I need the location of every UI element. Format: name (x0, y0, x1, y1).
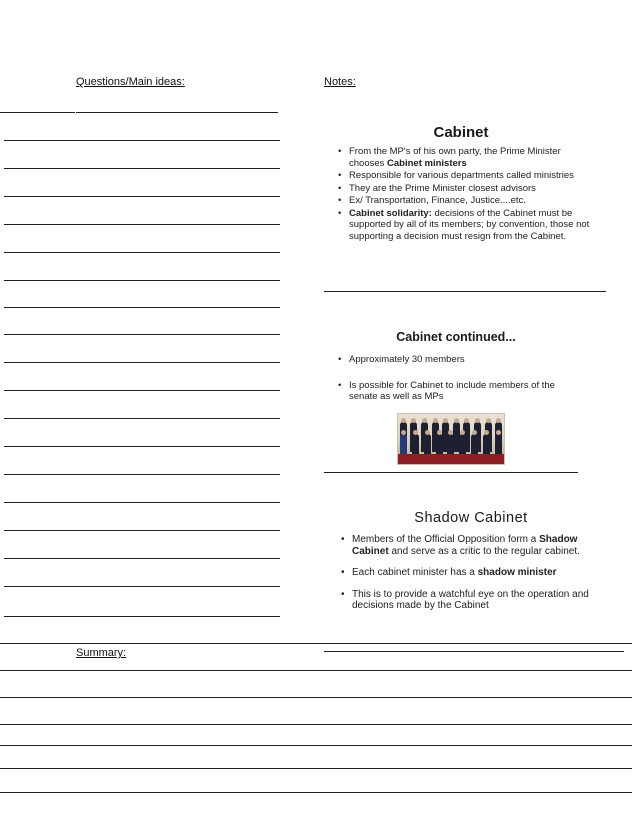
bullet-item: • Ex/ Transportation, Finance, Justice....etc. (337, 195, 592, 207)
summary-line[interactable] (0, 768, 632, 769)
question-line[interactable] (4, 558, 280, 559)
questions-label: Questions/Main ideas: (76, 76, 185, 88)
bullet-item: • Members of the Official Opposition form a Shadow Cabinet and serve as a critic to the regular cabinet. (340, 534, 602, 557)
question-line[interactable] (4, 252, 280, 253)
question-line[interactable] (4, 616, 280, 617)
summary-top-rule (0, 643, 632, 644)
question-line[interactable] (4, 446, 280, 447)
question-line[interactable] (4, 390, 280, 391)
cabinet-group-photo (397, 413, 505, 465)
question-line[interactable] (4, 168, 280, 169)
question-line[interactable] (4, 280, 280, 281)
question-line[interactable] (4, 224, 280, 225)
slide-title-cabinet: Cabinet (433, 124, 489, 141)
summary-line[interactable] (0, 724, 632, 725)
slide-title-shadow-cabinet: Shadow Cabinet (414, 510, 528, 526)
question-line[interactable] (4, 307, 280, 308)
bullet-item: • Cabinet solidarity: decisions of the Cabinet must be supported by all of its members; by convention, those not supporting a decision must resign from the Cabinet. (337, 208, 592, 243)
summary-line[interactable] (0, 792, 632, 793)
summary-line[interactable] (0, 670, 632, 671)
slide-bullets-shadow-cabinet (340, 534, 602, 613)
notes-divider (324, 291, 606, 292)
notes-divider (324, 472, 578, 473)
question-line[interactable] (4, 196, 280, 197)
bullet-item: • Each cabinet minister has a shadow minister (340, 567, 602, 579)
question-line[interactable] (4, 140, 280, 141)
bullet-item: • Responsible for various departments called ministries (337, 170, 592, 182)
summary-line[interactable] (0, 697, 632, 698)
bullet-item: • Approximately 30 members (337, 354, 567, 366)
slide-bullets-cabinet-continued (337, 354, 567, 404)
question-line[interactable] (4, 362, 280, 363)
question-line[interactable] (4, 586, 280, 587)
question-line[interactable] (4, 530, 280, 531)
question-line[interactable] (4, 334, 280, 335)
summary-line[interactable] (0, 745, 632, 746)
summary-label: Summary: (76, 647, 127, 659)
notes-label: Notes: (324, 76, 356, 88)
question-line[interactable] (4, 502, 280, 503)
bullet-item: • They are the Prime Minister closest advisors (337, 183, 592, 195)
question-line[interactable] (76, 112, 278, 113)
notes-divider (324, 651, 624, 652)
bullet-item: • This is to provide a watchful eye on the operation and decisions made by the Cabinet (340, 589, 602, 612)
question-line[interactable] (4, 418, 280, 419)
slide-title-cabinet-continued: Cabinet continued... (396, 330, 516, 344)
question-line[interactable] (0, 112, 75, 113)
bullet-item: • From the MP's of his own party, the Prime Minister chooses Cabinet ministers (337, 146, 592, 169)
question-line[interactable] (4, 474, 280, 475)
slide-bullets-cabinet (337, 146, 592, 243)
bullet-item: • Is possible for Cabinet to include members of the senate as well as MPs (337, 380, 567, 403)
